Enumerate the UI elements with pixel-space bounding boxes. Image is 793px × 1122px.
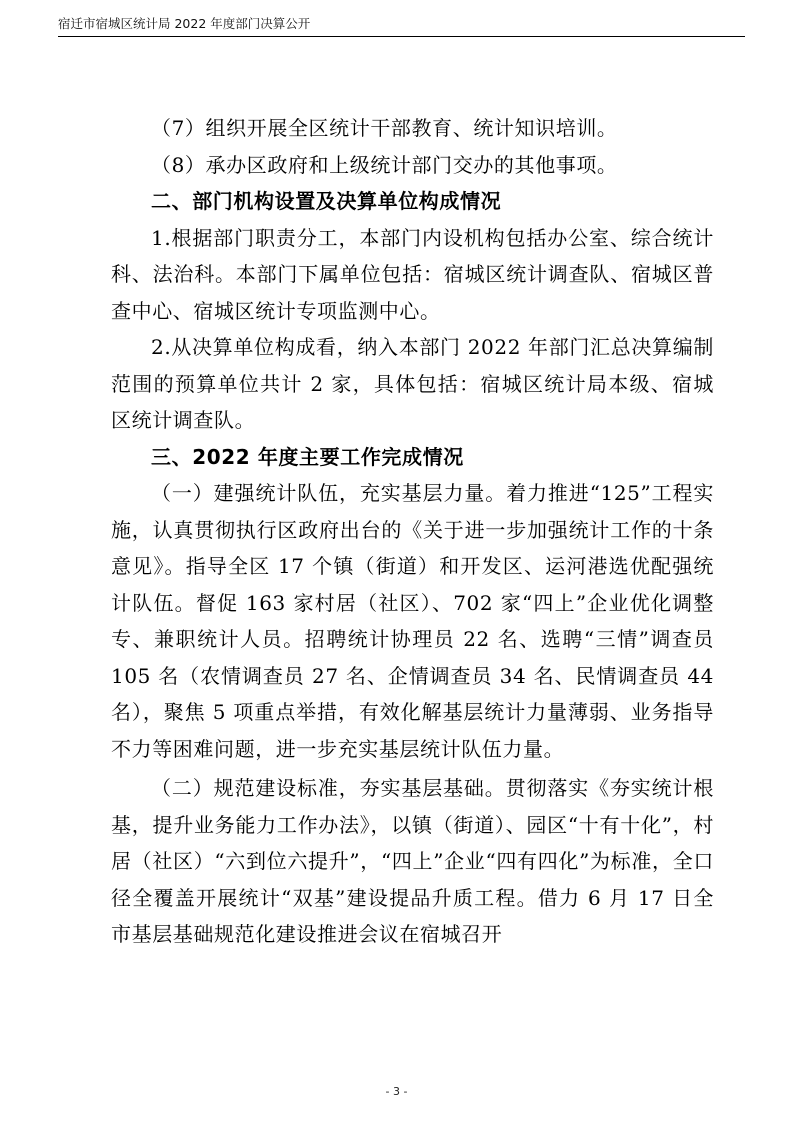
- paragraph-duty-7: （7）组织开展全区统计干部教育、统计知识培训。: [151, 116, 618, 140]
- header-divider: [58, 36, 745, 37]
- paragraph-internal-structure: 1.根据部门职责分工，本部门内设机构包括办公室、综合统计科、法治科。本部门下属单位包括：宿城区统计调查队、宿城区普查中心、宿城区统计专项监测中心。: [111, 225, 714, 323]
- page-number: - 3 -: [385, 1085, 408, 1098]
- paragraph-work-2: （二）规范建设标准，夯实基层基础。贯彻落实《夯实统计根基，提升业务能力工作办法》，以镇（街道）、园区“十有十化”，村居（社区）“六到位六提升”，“四上”企业“四有四化”为标准，全口径全覆盖开展统计“双基”建设提品升质工程。借力 6 月 17 日全市基层基础规范化建设推进会议在宿城召开: [111, 776, 714, 946]
- section-heading-3: 三、2022 年度主要工作完成情况: [151, 444, 464, 469]
- paragraph-duty-8: （8）承办区政府和上级统计部门交办的其他事项。: [151, 152, 618, 177]
- paragraph-budget-units: 2.从决算单位构成看，纳入本部门 2022 年部门汇总决算编制范围的预算单位共计 2 家，具体包括：宿城区统计局本级、宿城区统计调查队。: [111, 335, 714, 432]
- section-heading-2: 二、部门机构设置及决算单位构成情况: [151, 189, 502, 213]
- page-header: 宿迁市宿城区统计局 2022 年度部门决算公开: [58, 16, 311, 31]
- document-body: [111, 110, 714, 953]
- paragraph-work-1: （一）建强统计队伍，充实基层力量。着力推进“125”工程实施，认真贯彻执行区政府出台的《关于进一步加强统计工作的十条意见》。指导全区 17 个镇（街道）和开发区、运河港选优配强统计队伍。督促 163 家村居（社区）、702 家“四上”企业优化调整专、兼职统计人员。招聘统计协理员 22 名、选聘“三情”调查员 105 名（农情调查员 27 名、企情调查员 34 名、民情调查员 44 名），聚焦 5 项重点举措，有效化解基层统计力量薄弱、业务指导不力等困难问题，进一步充实基层统计队伍力量。: [111, 481, 714, 761]
